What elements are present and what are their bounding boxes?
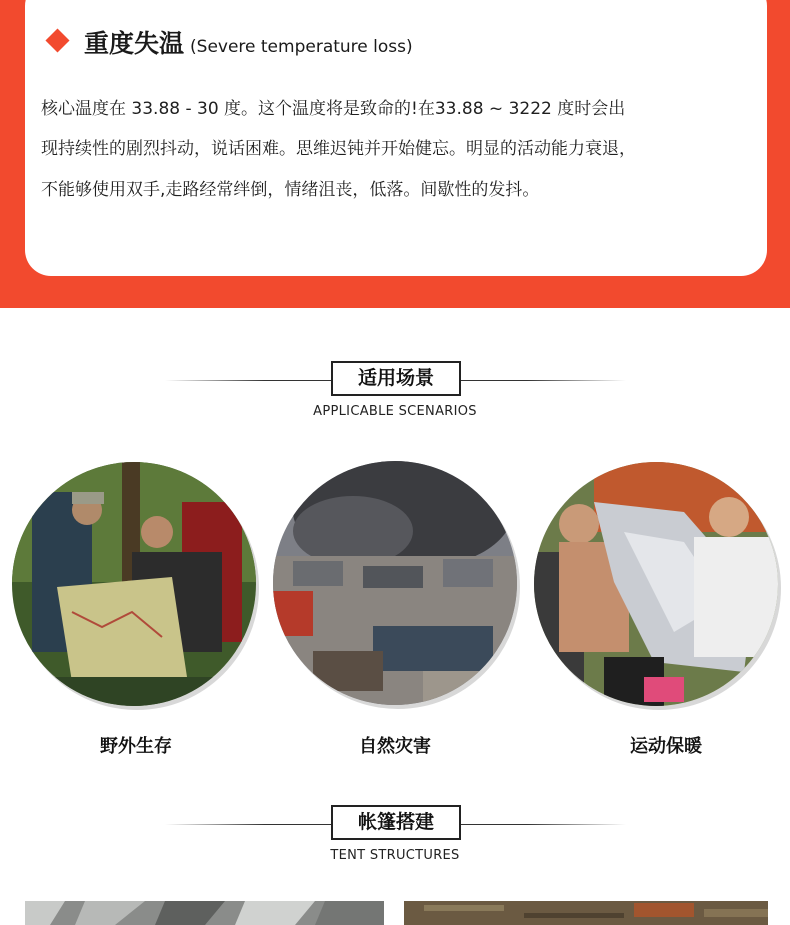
tent-photo-right	[404, 901, 768, 925]
divider	[461, 824, 626, 825]
info-title-en: (Severe temperature loss)	[190, 37, 413, 57]
scenarios-title: 适用场景	[331, 361, 461, 396]
info-title	[84, 24, 413, 60]
divider	[165, 824, 331, 825]
scenario-label-sports: 运动保暖	[630, 736, 702, 757]
info-text-line: 核心温度在 33.88 - 30 度。这个温度将是致命的!在33.88 ~ 3222 度时会出	[41, 99, 626, 119]
scenario-label-wilderness: 野外生存	[100, 736, 172, 757]
info-text-line: 现持续性的剧烈抖动，说话困难。思维迟钝并开始健忘。明显的活动能力衰退，	[41, 139, 636, 159]
info-title-zh: 重度失温	[84, 29, 185, 58]
tent-photo-left	[25, 901, 384, 925]
tents-title: 帐篷搭建	[331, 805, 461, 840]
sports-warmth-photo	[534, 462, 778, 706]
divider	[165, 380, 331, 381]
scenario-label-disaster: 自然灾害	[359, 736, 431, 757]
tents-subtitle: TENT STRUCTURES	[330, 848, 460, 863]
natural-disaster-photo	[273, 461, 517, 705]
scenarios-subtitle: APPLICABLE SCENARIOS	[313, 404, 477, 419]
divider	[461, 380, 626, 381]
wilderness-survival-photo	[12, 462, 256, 706]
info-text-line: 不能够使用双手,走路经常绊倒，情绪沮丧，低落。间歇性的发抖。	[41, 180, 540, 200]
